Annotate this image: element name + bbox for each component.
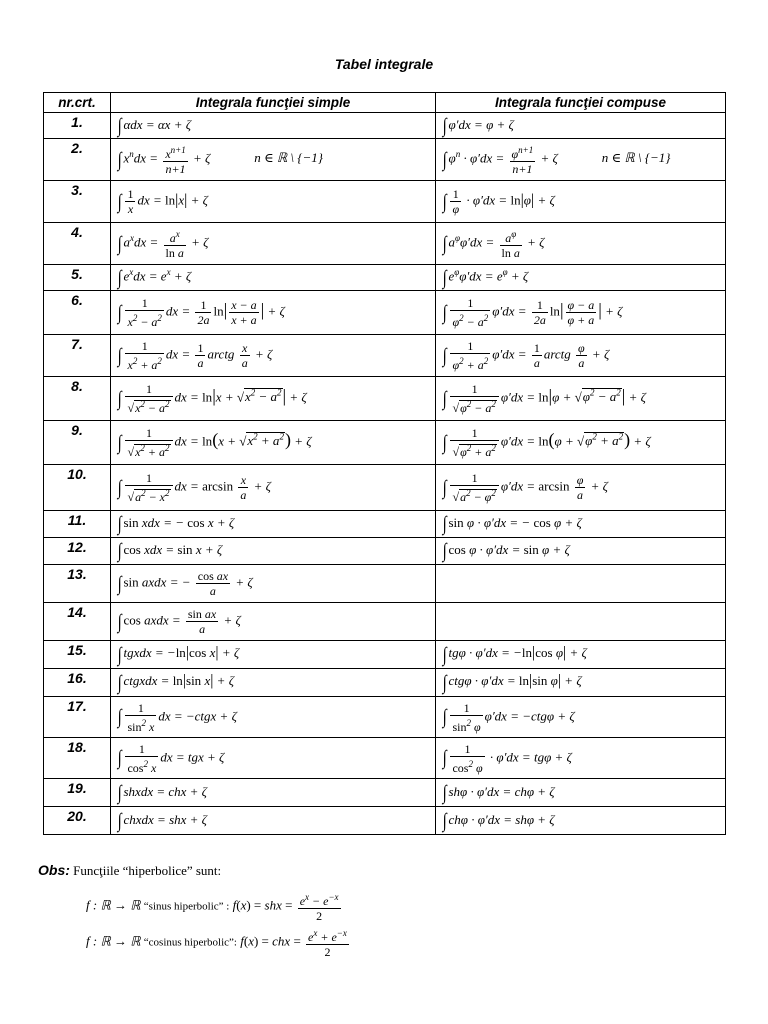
header-compound: Integrala funcţiei compuse [436, 93, 726, 113]
simple-integral: ∫ cos xdx = sin x + ζ [111, 538, 436, 565]
compound-integral: ∫ $\frac{1}{\sin^2 \varphi}$ φ′dx = −ctgφ + ζ [436, 697, 726, 738]
compound-integral: ∫ $\varphi^n \cdot \varphi'dx$ = $\frac{\varphi^{n+1}}{n+1}$ + ζ n ∈ ℝ \ {−1} [436, 139, 726, 181]
compound-integral: ∫ $a^\varphi\varphi'dx$ = $\frac{a^\varphi}{\text{ln a}}$ + ζ [436, 223, 726, 265]
table-row [44, 265, 726, 291]
sinh-name: “sinus hiperbolic” : [143, 900, 230, 913]
compound-integral-empty [436, 565, 726, 603]
row-number: 14. [44, 603, 111, 641]
simple-integral: ∫ chxdx = shx + ζ [111, 807, 436, 835]
table-row [44, 181, 726, 223]
simple-integral: ∫ $\frac{1}{√x^2 - a^2}$ dx = $\ln|x + √x^2 - a^2| + \zeta$ [111, 377, 436, 421]
table-row [44, 738, 726, 779]
simple-integral: ∫ $\frac{1}{\cos^2 x}$ dx = tgx + ζ [111, 738, 436, 779]
table-row [44, 113, 726, 139]
row-number: 2. [44, 139, 111, 181]
table-row [44, 223, 726, 265]
compound-integral: ∫ φ′dx = φ + ζ [436, 113, 726, 139]
condition: n ∈ ℝ \ {−1} [254, 150, 323, 166]
simple-integral: ∫ shxdx = chx + ζ [111, 779, 436, 807]
row-number: 18. [44, 738, 111, 779]
compound-integral-empty [436, 603, 726, 641]
integrals-table [43, 92, 726, 835]
row-number: 4. [44, 223, 111, 265]
simple-integral: ∫ $\frac{1}{x^2 - a^2}$ dx = $\frac{1}{2a}$ ln| $\frac{x - a}{x + a}$ | + ζ [111, 291, 436, 335]
simple-integral: ∫ $\frac{1}{x^2 + a^2}$ dx = $\frac{1}{a}$ arctg $\frac{x}{a}$ + ζ [111, 335, 436, 377]
header-simple: Integrala funcţiei simple [111, 93, 436, 113]
row-number: 9. [44, 421, 111, 465]
table-row [44, 697, 726, 738]
cosh-name: “cosinus hiperbolic”: [143, 936, 237, 949]
simple-integral: ∫ $\frac{1}{x}$ dx = ln|x| + ζ [111, 181, 436, 223]
table-row [44, 335, 726, 377]
table-row [44, 779, 726, 807]
row-number: 10. [44, 465, 111, 511]
simple-integral: ∫ ctgxdx = ln|sin x| + ζ [111, 669, 436, 697]
function-domain: f : ℝ → ℝ [86, 897, 141, 913]
table-row [44, 538, 726, 565]
compound-integral: ∫ $\frac{1}{\varphi^2 - a^2}$ φ′dx = $\frac{1}{2a}$ ln| $\frac{\varphi - a}{\varphi + a}$ | + ζ [436, 291, 726, 335]
row-number: 11. [44, 511, 111, 538]
row-number: 6. [44, 291, 111, 335]
compound-integral: ∫ chφ · φ′dx = shφ + ζ [436, 807, 726, 835]
compound-integral: ∫ tgφ · φ′dx = −ln|cos φ| + ζ [436, 641, 726, 669]
simple-integral: ∫ $\frac{1}{√x^2 + a^2}$ dx = $\ln(x + √x^2 + a^2) + \zeta$ [111, 421, 436, 465]
row-number: 16. [44, 669, 111, 697]
obs-text: Funcţiile “hiperbolice” sunt: [73, 863, 222, 878]
row-number: 5. [44, 265, 111, 291]
row-number: 7. [44, 335, 111, 377]
table-row [44, 377, 726, 421]
simple-integral: ∫ sin xdx = − cos x + ζ [111, 511, 436, 538]
compound-integral: ∫ $\frac{1}{√\varphi^2 + a^2}$ $\varphi'dx = \ln(\varphi + √\varphi^2 + a^2) + \zeta$ [436, 421, 726, 465]
compound-integral: ∫ $\frac{1}{\varphi^2 + a^2}$ φ′dx = $\frac{1}{a}$ arctg $\frac{\varphi}{a}$ + ζ [436, 335, 726, 377]
simple-integral: ∫ cos axdx = $\frac{\text{sin ax}}{a}$ + ζ [111, 603, 436, 641]
compound-integral: ∫ $\frac{1}{√a^2 - \varphi^2}$ φ′dx = arcsin $\frac{\varphi}{a}$ + ζ [436, 465, 726, 511]
obs-note [38, 862, 221, 879]
page-title: Tabel integrale [334, 56, 434, 72]
simple-integral: ∫ $x^ndx$ = $\frac{x^{n+1}}{n+1}$ + ζ n ∈ ℝ \ {−1} [111, 139, 436, 181]
row-number: 19. [44, 779, 111, 807]
simple-integral: ∫ $\frac{1}{√a^2 - x^2}$ dx = arcsin $\frac{x}{a}$ + ζ [111, 465, 436, 511]
table-header-row [44, 93, 726, 113]
simple-integral: ∫ $\frac{1}{\sin^2 x}$ dx = −ctgx + ζ [111, 697, 436, 738]
simple-integral: ∫ $a^xdx$ = $\frac{a^x}{\text{ln a}}$ + ζ [111, 223, 436, 265]
row-number: 13. [44, 565, 111, 603]
table-row [44, 641, 726, 669]
row-number: 3. [44, 181, 111, 223]
condition: n ∈ ℝ \ {−1} [601, 150, 671, 166]
table-row [44, 291, 726, 335]
table-row [44, 511, 726, 538]
compound-integral: ∫ cos φ · φ′dx = sin φ + ζ [436, 538, 726, 565]
cosh-definition: f : ℝ → ℝ “cosinus hiperbolic”: f(x) = chx = $\frac{e^x + e^{-x}}{2}$ [86, 928, 347, 959]
table-row [44, 421, 726, 465]
simple-integral: ∫ sin axdx = − $\frac{\text{cos ax}}{a}$ + ζ [111, 565, 436, 603]
table-row [44, 139, 726, 181]
table-row [44, 669, 726, 697]
compound-integral: ∫ sin φ · φ′dx = − cos φ + ζ [436, 511, 726, 538]
row-number: 8. [44, 377, 111, 421]
table-row [44, 565, 726, 603]
row-number: 1. [44, 113, 111, 139]
compound-integral: ∫ ctgφ · φ′dx = ln|sin φ| + ζ [436, 669, 726, 697]
row-number: 12. [44, 538, 111, 565]
compound-integral: ∫ $e^\varphi\varphi'dx = e^\varphi + \zeta$ [436, 265, 726, 291]
compound-integral: ∫ $\frac{1}{√\varphi^2 - a^2}$ $\varphi'dx = \ln|\varphi + √\varphi^2 - a^2| + \zeta$ [436, 377, 726, 421]
row-number: 15. [44, 641, 111, 669]
function-domain: f : ℝ → ℝ [86, 933, 141, 949]
table-row [44, 465, 726, 511]
simple-integral: ∫ tgxdx = −ln|cos x| + ζ [111, 641, 436, 669]
simple-integral: ∫ αdx = αx + ζ [111, 113, 436, 139]
obs-label: Obs: [38, 862, 70, 878]
compound-integral: ∫ $\frac{1}{\varphi}$ · φ′dx = ln|φ| + ζ [436, 181, 726, 223]
compound-integral: ∫ shφ · φ′dx = chφ + ζ [436, 779, 726, 807]
compound-integral: ∫ $\frac{1}{\cos^2 \varphi}$ · φ′dx = tgφ + ζ [436, 738, 726, 779]
sinh-definition: f : ℝ → ℝ “sinus hiperbolic” : f(x) = shx = $\frac{e^x - e^{-x}}{2}$ [86, 892, 339, 923]
table-row [44, 603, 726, 641]
table-row [44, 807, 726, 835]
simple-integral: ∫ $e^xdx = e^x + \zeta$ [111, 265, 436, 291]
header-nr: nr.crt. [44, 93, 111, 113]
row-number: 20. [44, 807, 111, 835]
row-number: 17. [44, 697, 111, 738]
